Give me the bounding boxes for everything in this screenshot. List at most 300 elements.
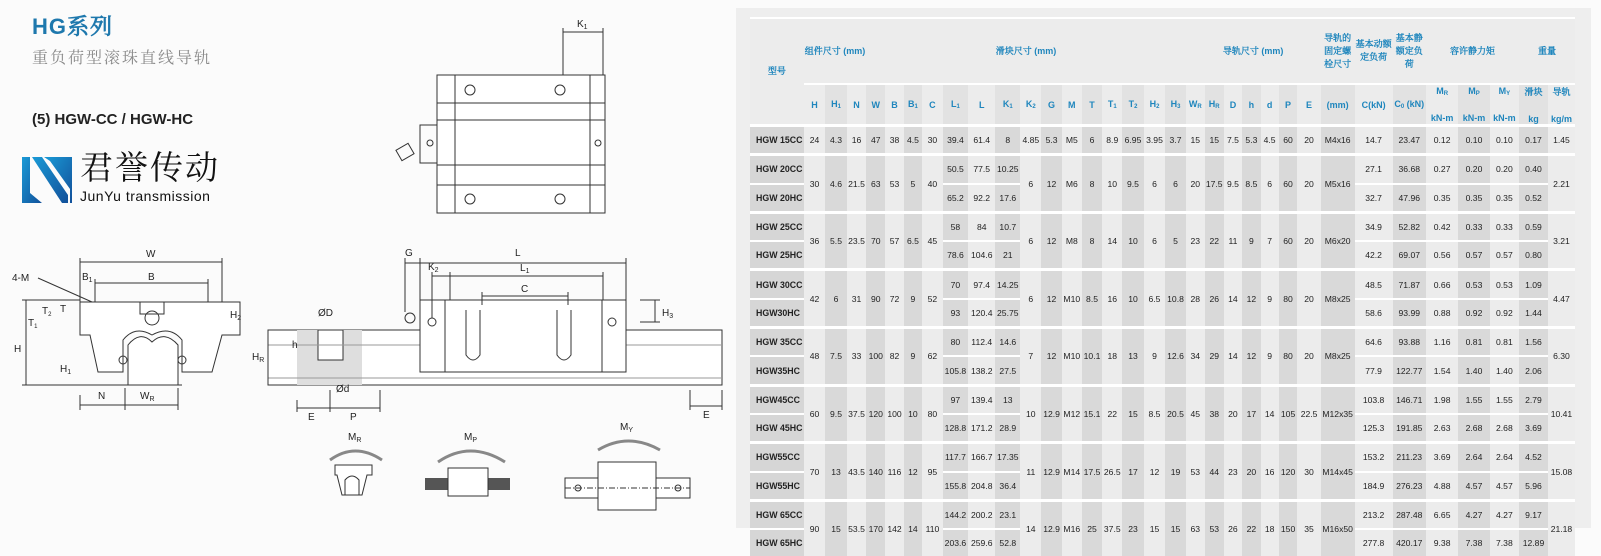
spec-cell: 6 bbox=[1144, 155, 1166, 213]
spec-cell: 6.5 bbox=[904, 212, 922, 270]
spec-cell: 11 bbox=[1020, 443, 1041, 501]
group-header: 基本动额定负荷 bbox=[1355, 18, 1393, 84]
column-header-subscript: 1 bbox=[914, 104, 918, 110]
column-header-label: G bbox=[1048, 99, 1056, 110]
spec-cell: 15.08 bbox=[1548, 443, 1575, 501]
column-header-subscript: R bbox=[1197, 104, 1202, 110]
model-cell: HGW30HC bbox=[750, 299, 804, 328]
column-header-label: T bbox=[1107, 99, 1114, 109]
spec-cell: 2.64 bbox=[1458, 443, 1489, 472]
spec-cell: 13 bbox=[1122, 328, 1143, 386]
spec-cell: 6 bbox=[1144, 212, 1166, 270]
spec-cell: 170 bbox=[866, 500, 885, 556]
column-header bbox=[804, 84, 826, 126]
spec-cell: 1.40 bbox=[1490, 356, 1519, 385]
spec-cell: 48.5 bbox=[1355, 270, 1393, 299]
spec-cell: 10 bbox=[1102, 155, 1122, 213]
series-title: HG系列 bbox=[32, 14, 114, 39]
spec-cell: 155.8 bbox=[943, 472, 968, 501]
spec-cell: 0.52 bbox=[1519, 184, 1548, 213]
spec-cell: M16 bbox=[1062, 500, 1082, 556]
spec-cell: 12 bbox=[1041, 270, 1061, 328]
table-row bbox=[750, 500, 1575, 529]
spec-cell: 90 bbox=[866, 270, 885, 328]
moment-yaw-icon bbox=[565, 422, 690, 510]
column-header bbox=[1548, 84, 1575, 126]
column-header-subscript: 1 bbox=[1009, 104, 1013, 110]
spec-cell: 200.2 bbox=[968, 500, 995, 529]
spec-cell: 6 bbox=[1020, 270, 1041, 328]
spec-cell: 61.4 bbox=[968, 126, 995, 155]
spec-cell: M4x16 bbox=[1321, 126, 1355, 155]
spec-cell: 36 bbox=[804, 212, 826, 270]
spec-cell: 0.35 bbox=[1458, 184, 1489, 213]
spec-cell: 30 bbox=[804, 155, 826, 213]
spec-cell: 30 bbox=[922, 126, 943, 155]
column-header bbox=[1490, 84, 1519, 126]
column-header-label: M bbox=[1498, 86, 1507, 96]
spec-cell: 0.53 bbox=[1458, 270, 1489, 299]
spec-cell: 0.10 bbox=[1458, 126, 1489, 155]
spec-cell: 25 bbox=[1082, 500, 1102, 556]
table-column-header-row bbox=[750, 84, 1575, 126]
spec-cell: 0.33 bbox=[1490, 212, 1519, 241]
column-header-unit: kN-m bbox=[1493, 113, 1516, 123]
spec-cell: 3.21 bbox=[1548, 212, 1575, 270]
column-header-label: K bbox=[1002, 99, 1010, 109]
dim-label-h3: $H_3$ bbox=[662, 308, 674, 320]
top-view-drawing bbox=[396, 19, 605, 213]
moment-roll-icon bbox=[330, 432, 382, 495]
spec-cell: 5.3 bbox=[1242, 126, 1260, 155]
dim-label-hr: $H_R$ bbox=[252, 352, 265, 364]
model-cell: HGW 30CC bbox=[750, 270, 804, 299]
spec-cell: 4.3 bbox=[825, 126, 846, 155]
spec-cell: M14 bbox=[1062, 443, 1082, 501]
spec-cell: 0.10 bbox=[1490, 126, 1519, 155]
spec-cell: 52.8 bbox=[995, 529, 1020, 556]
spec-cell: 2.79 bbox=[1519, 385, 1548, 414]
spec-cell: 166.7 bbox=[968, 443, 995, 472]
spec-cell: M14x45 bbox=[1321, 443, 1355, 501]
spec-cell: 14 bbox=[1102, 212, 1122, 270]
spec-cell: 7.5 bbox=[1224, 126, 1243, 155]
spec-cell: 14.6 bbox=[995, 328, 1020, 357]
column-header bbox=[1102, 84, 1122, 126]
spec-cell: 63 bbox=[1186, 500, 1205, 556]
spec-cell: 191.85 bbox=[1393, 414, 1426, 443]
spec-cell: 0.35 bbox=[1490, 184, 1519, 213]
column-header-label: E bbox=[1306, 99, 1313, 110]
spec-cell: 63 bbox=[866, 155, 885, 213]
spec-cell: 138.2 bbox=[968, 356, 995, 385]
spec-cell: 9 bbox=[1144, 328, 1166, 386]
spec-cell: 9.17 bbox=[1519, 500, 1548, 529]
spec-cell: 15 bbox=[825, 500, 846, 556]
column-header-label: d bbox=[1266, 99, 1273, 110]
spec-cell: 60 bbox=[1279, 155, 1298, 213]
series-subtitle: 重负荷型滚珠直线导轨 bbox=[32, 50, 213, 67]
dim-label-l: L bbox=[515, 248, 521, 259]
spec-cell: 12 bbox=[1242, 270, 1260, 328]
spec-cell: 6.30 bbox=[1548, 328, 1575, 386]
dim-label-wr: $W_R$ bbox=[140, 391, 155, 403]
column-header-label: T bbox=[1089, 99, 1095, 110]
spec-cell: 21 bbox=[995, 241, 1020, 270]
spec-cell: 20 bbox=[1297, 212, 1320, 270]
spec-cell: 14 bbox=[1020, 500, 1041, 556]
spec-cell: 1.44 bbox=[1519, 299, 1548, 328]
spec-cell: 6 bbox=[825, 270, 846, 328]
spec-cell: 20 bbox=[1297, 328, 1320, 386]
dim-label-t2: $T_2$ bbox=[42, 306, 52, 318]
column-header bbox=[1355, 84, 1393, 126]
dim-label-n: N bbox=[98, 391, 106, 402]
spec-cell: M8 bbox=[1062, 212, 1082, 270]
column-header bbox=[1062, 84, 1082, 126]
spec-cell: 38 bbox=[1205, 385, 1224, 443]
spec-cell: 26 bbox=[1205, 270, 1224, 328]
spec-cell: 0.57 bbox=[1490, 241, 1519, 270]
spec-cell: 3.7 bbox=[1165, 126, 1185, 155]
spec-cell: 77.9 bbox=[1355, 356, 1393, 385]
spec-cell: 24 bbox=[804, 126, 826, 155]
spec-cell: M5 bbox=[1062, 126, 1082, 155]
column-header-label: C bbox=[1394, 99, 1401, 109]
spec-cell: 82 bbox=[885, 328, 904, 386]
spec-cell: 57 bbox=[885, 212, 904, 270]
spec-cell: 0.53 bbox=[1490, 270, 1519, 299]
column-header bbox=[1242, 84, 1260, 126]
spec-cell: M12 bbox=[1062, 385, 1082, 443]
spec-cell: 22.5 bbox=[1297, 385, 1320, 443]
column-header bbox=[1321, 84, 1355, 126]
spec-cell: 10.25 bbox=[995, 155, 1020, 184]
dim-label-bore-d: ØD bbox=[318, 308, 333, 319]
spec-cell: 6.65 bbox=[1426, 500, 1458, 529]
dim-label-w: W bbox=[146, 249, 156, 260]
model-cell: HGW 35CC bbox=[750, 328, 804, 357]
spec-cell: 0.81 bbox=[1490, 328, 1519, 357]
spec-cell: 90 bbox=[804, 500, 826, 556]
moment-pitch-icon bbox=[425, 432, 510, 496]
column-header-label: 滑块 bbox=[1524, 87, 1543, 97]
spec-cell: 9 bbox=[1261, 328, 1279, 386]
table-row bbox=[750, 385, 1575, 414]
logo-text-cn: 君誉传动 bbox=[80, 149, 220, 186]
spec-cell: 53 bbox=[885, 155, 904, 213]
column-header-subscript: 1 bbox=[956, 104, 960, 110]
spec-cell: 0.57 bbox=[1458, 241, 1489, 270]
spec-cell: M12x35 bbox=[1321, 385, 1355, 443]
spec-cell: 39.4 bbox=[943, 126, 968, 155]
spec-cell: 259.6 bbox=[968, 529, 995, 556]
spec-cell: 20 bbox=[1186, 155, 1205, 213]
spec-cell: 171.2 bbox=[968, 414, 995, 443]
spec-cell: 17 bbox=[1242, 385, 1260, 443]
spec-cell: 0.17 bbox=[1519, 126, 1548, 155]
column-header-label: M bbox=[1468, 86, 1476, 96]
spec-cell: 35 bbox=[1297, 500, 1320, 556]
spec-cell: 97.4 bbox=[968, 270, 995, 299]
spec-cell: 15.1 bbox=[1082, 385, 1102, 443]
spec-cell: 62 bbox=[922, 328, 943, 386]
spec-table bbox=[750, 17, 1575, 556]
dim-label-t1: $T_1$ bbox=[28, 318, 38, 330]
spec-cell: 15 bbox=[1205, 126, 1224, 155]
spec-cell: 18 bbox=[1102, 328, 1122, 386]
group-header: 基本静额定负荷 bbox=[1393, 18, 1426, 84]
spec-cell: 77.5 bbox=[968, 155, 995, 184]
spec-cell: 52 bbox=[922, 270, 943, 328]
spec-cell: 28.9 bbox=[995, 414, 1020, 443]
spec-cell: 52.82 bbox=[1393, 212, 1426, 241]
column-header-subscript: R bbox=[1443, 91, 1449, 97]
spec-cell: M8x25 bbox=[1321, 328, 1355, 386]
model-cell: HGW35HC bbox=[750, 356, 804, 385]
spec-cell: 58.6 bbox=[1355, 299, 1393, 328]
spec-cell: 0.20 bbox=[1490, 155, 1519, 184]
spec-cell: 5.3 bbox=[1041, 126, 1061, 155]
spec-cell: 9.5 bbox=[825, 385, 846, 443]
spec-cell: 10.1 bbox=[1082, 328, 1102, 386]
side-view-drawing bbox=[252, 248, 722, 423]
spec-cell: 10 bbox=[1020, 385, 1041, 443]
column-header-label: W bbox=[871, 99, 881, 110]
column-header-label: L bbox=[951, 99, 957, 109]
spec-cell: 18 bbox=[1261, 500, 1279, 556]
spec-cell: 47 bbox=[866, 126, 885, 155]
group-header: 重量 bbox=[1519, 18, 1575, 84]
dim-label-p: P bbox=[350, 412, 357, 423]
spec-cell: 14 bbox=[1261, 385, 1279, 443]
spec-cell: 44 bbox=[1205, 443, 1224, 501]
spec-cell: 120.4 bbox=[968, 299, 995, 328]
spec-cell: 144.2 bbox=[943, 500, 968, 529]
spec-cell: 6.95 bbox=[1122, 126, 1143, 155]
spec-cell: 21.18 bbox=[1548, 500, 1575, 556]
column-header bbox=[1297, 84, 1320, 126]
column-header-subscript: 2 bbox=[1156, 104, 1160, 110]
spec-cell: 4.88 bbox=[1426, 472, 1458, 501]
column-header bbox=[1426, 84, 1458, 126]
table-row bbox=[750, 270, 1575, 299]
spec-cell: 213.2 bbox=[1355, 500, 1393, 529]
spec-cell: 23 bbox=[1122, 500, 1143, 556]
column-header bbox=[1082, 84, 1102, 126]
spec-cell: M10 bbox=[1062, 328, 1082, 386]
spec-cell: 72 bbox=[885, 270, 904, 328]
spec-cell: 9.5 bbox=[1122, 155, 1143, 213]
spec-cell: 12.9 bbox=[1041, 443, 1061, 501]
table-row bbox=[750, 126, 1575, 155]
spec-cell: 8.5 bbox=[1242, 155, 1260, 213]
spec-cell: 7 bbox=[1020, 328, 1041, 386]
spec-cell: 93.88 bbox=[1393, 328, 1426, 357]
spec-cell: 105.8 bbox=[943, 356, 968, 385]
spec-cell: 0.66 bbox=[1426, 270, 1458, 299]
group-header: 型号 bbox=[750, 18, 804, 126]
spec-cell: 5.96 bbox=[1519, 472, 1548, 501]
dim-label-4m: 4-M bbox=[12, 273, 30, 284]
spec-cell: 125.3 bbox=[1355, 414, 1393, 443]
spec-cell: 16 bbox=[1261, 443, 1279, 501]
spec-cell: 11 bbox=[1224, 212, 1243, 270]
spec-cell: 17 bbox=[1122, 443, 1143, 501]
column-header-label: C(kN) bbox=[1361, 99, 1386, 110]
column-header-label: h bbox=[1248, 99, 1255, 110]
dim-label-t: T bbox=[60, 304, 67, 315]
column-header bbox=[943, 84, 968, 126]
spec-cell: 204.8 bbox=[968, 472, 995, 501]
column-header-subscript: 2 bbox=[1032, 104, 1036, 110]
column-header bbox=[1458, 84, 1489, 126]
spec-cell: 60 bbox=[1279, 212, 1298, 270]
moment-label-mr: $M_R$ bbox=[348, 432, 362, 444]
group-header: 滑块尺寸 (mm) bbox=[866, 18, 1185, 84]
spec-cell: 4.27 bbox=[1458, 500, 1489, 529]
spec-cell: 12.9 bbox=[1041, 385, 1061, 443]
spec-cell: 20 bbox=[1297, 155, 1320, 213]
column-header-label: K bbox=[1025, 99, 1033, 109]
spec-cell: 31 bbox=[847, 270, 867, 328]
spec-cell: 26 bbox=[1224, 500, 1243, 556]
column-header-unit: kN-m bbox=[1462, 113, 1486, 123]
spec-cell: 23.1 bbox=[995, 500, 1020, 529]
spec-cell: 1.40 bbox=[1458, 356, 1489, 385]
column-header-subscript: Y bbox=[1506, 91, 1511, 97]
spec-cell: 17.5 bbox=[1082, 443, 1102, 501]
column-header-label: W bbox=[1188, 99, 1198, 109]
spec-cell: 5 bbox=[1165, 212, 1185, 270]
model-cell: HGW 15CC bbox=[750, 126, 804, 155]
spec-cell: 12.89 bbox=[1519, 529, 1548, 556]
spec-cell: 80 bbox=[922, 385, 943, 443]
spec-cell: 12.6 bbox=[1165, 328, 1185, 386]
dim-label-h1: $H_1$ bbox=[60, 364, 72, 376]
column-header-label: 导轨 bbox=[1552, 87, 1571, 97]
spec-cell: 10 bbox=[1122, 212, 1143, 270]
model-cell: HGW55CC bbox=[750, 443, 804, 472]
column-header-label: H bbox=[1170, 99, 1178, 109]
spec-cell: 78.6 bbox=[943, 241, 968, 270]
spec-cell: 7.38 bbox=[1490, 529, 1519, 556]
column-header-subscript: 1 bbox=[1113, 104, 1117, 110]
spec-cell: 1.55 bbox=[1490, 385, 1519, 414]
spec-cell: 1.54 bbox=[1426, 356, 1458, 385]
spec-cell: 7 bbox=[1261, 212, 1279, 270]
spec-cell: 6 bbox=[1082, 126, 1102, 155]
column-header bbox=[1144, 84, 1166, 126]
spec-cell: 12.9 bbox=[1041, 500, 1061, 556]
spec-cell: 287.48 bbox=[1393, 500, 1426, 529]
logo-text-en: JunYu transmission bbox=[80, 188, 211, 204]
column-header bbox=[1205, 84, 1224, 126]
spec-cell: 53 bbox=[1205, 500, 1224, 556]
group-header: 容许静力矩 bbox=[1426, 18, 1519, 84]
column-header-label: H bbox=[831, 99, 838, 109]
spec-cell: M8x25 bbox=[1321, 270, 1355, 328]
column-header bbox=[1020, 84, 1041, 126]
spec-cell: 64.6 bbox=[1355, 328, 1393, 357]
spec-cell: 14.25 bbox=[995, 270, 1020, 299]
spec-cell: 21.5 bbox=[847, 155, 867, 213]
spec-cell: 0.35 bbox=[1426, 184, 1458, 213]
spec-cell: 70 bbox=[943, 270, 968, 299]
dim-label-e-right: E bbox=[703, 410, 710, 421]
column-header bbox=[1393, 84, 1426, 126]
spec-cell: 150 bbox=[1279, 500, 1298, 556]
spec-cell: 203.6 bbox=[943, 529, 968, 556]
spec-cell: 33 bbox=[847, 328, 867, 386]
spec-cell: 34 bbox=[1186, 328, 1205, 386]
spec-cell: 4.57 bbox=[1490, 472, 1519, 501]
spec-cell: 2.68 bbox=[1458, 414, 1489, 443]
spec-cell: 15 bbox=[1186, 126, 1205, 155]
spec-cell: 45 bbox=[1186, 385, 1205, 443]
spec-cell: 0.33 bbox=[1458, 212, 1489, 241]
spec-cell: 42.2 bbox=[1355, 241, 1393, 270]
spec-cell: 27.5 bbox=[995, 356, 1020, 385]
moment-label-my: $M_Y$ bbox=[620, 422, 634, 434]
column-header-subscript: 1 bbox=[837, 104, 841, 110]
column-header-label: (mm) bbox=[1326, 99, 1349, 110]
spec-cell: 12 bbox=[1144, 443, 1166, 501]
column-header-label: B bbox=[891, 99, 898, 110]
spec-cell: 120 bbox=[866, 385, 885, 443]
spec-cell: 70 bbox=[866, 212, 885, 270]
spec-cell: 110 bbox=[922, 500, 943, 556]
front-view-drawing bbox=[12, 249, 241, 410]
column-header-label: L bbox=[978, 99, 985, 110]
spec-cell: 80 bbox=[1279, 328, 1298, 386]
spec-cell: 3.69 bbox=[1519, 414, 1548, 443]
spec-cell: 14 bbox=[904, 500, 922, 556]
spec-cell: M6x20 bbox=[1321, 212, 1355, 270]
spec-cell: 23.47 bbox=[1393, 126, 1426, 155]
dim-label-g: G bbox=[405, 248, 413, 259]
spec-cell: 8 bbox=[1082, 155, 1102, 213]
spec-cell: 36.68 bbox=[1393, 155, 1426, 184]
spec-cell: 2.64 bbox=[1490, 443, 1519, 472]
spec-cell: 9 bbox=[904, 270, 922, 328]
column-header bbox=[1165, 84, 1185, 126]
spec-cell: 12 bbox=[1242, 328, 1260, 386]
spec-cell: 15 bbox=[1144, 500, 1166, 556]
column-header bbox=[1186, 84, 1205, 126]
spec-cell: 4.47 bbox=[1548, 270, 1575, 328]
column-header bbox=[904, 84, 922, 126]
model-cell: HGW55HC bbox=[750, 472, 804, 501]
spec-cell: 6 bbox=[1020, 155, 1041, 213]
spec-cell: 14.7 bbox=[1355, 126, 1393, 155]
spec-cell: 117.7 bbox=[943, 443, 968, 472]
spec-cell: 1.45 bbox=[1548, 126, 1575, 155]
spec-cell: 104.6 bbox=[968, 241, 995, 270]
spec-cell: 8 bbox=[995, 126, 1020, 155]
spec-cell: 0.80 bbox=[1519, 241, 1548, 270]
spec-cell: 0.27 bbox=[1426, 155, 1458, 184]
spec-cell: 17.6 bbox=[995, 184, 1020, 213]
spec-cell: 100 bbox=[866, 328, 885, 386]
spec-cell: M10 bbox=[1062, 270, 1082, 328]
column-header-label: B bbox=[908, 99, 915, 109]
spec-cell: 20.5 bbox=[1165, 385, 1185, 443]
model-cell: HGW45CC bbox=[750, 385, 804, 414]
spec-cell: 12 bbox=[1041, 328, 1061, 386]
spec-cell: 26.5 bbox=[1102, 443, 1122, 501]
spec-cell: 9 bbox=[1261, 270, 1279, 328]
